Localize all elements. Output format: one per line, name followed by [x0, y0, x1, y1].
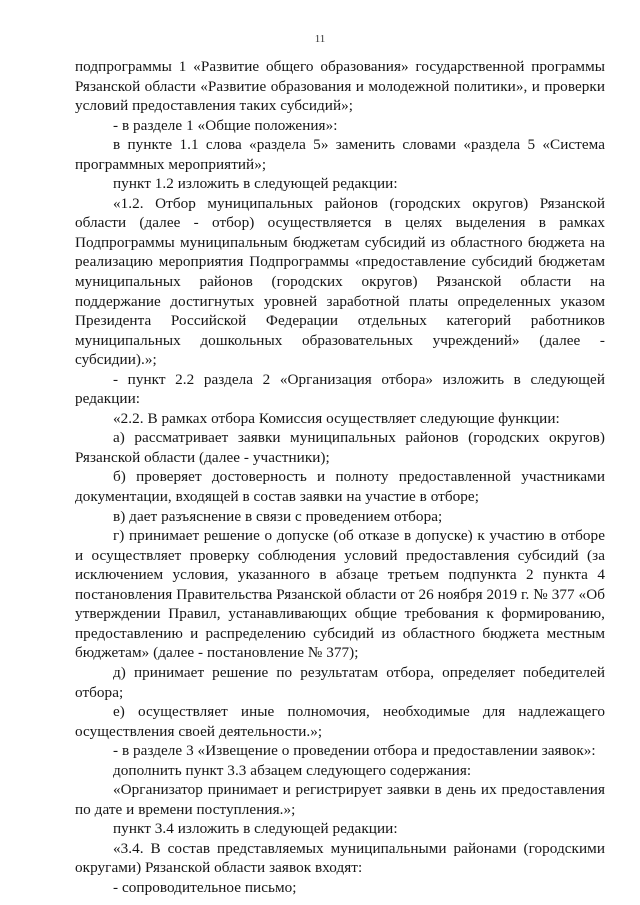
paragraph: - в разделе 1 «Общие положения»: — [113, 116, 338, 134]
paragraph: пункт 3.4 изложить в следующей редакции: — [113, 820, 398, 838]
paragraph: - сопроводительное письмо; — [113, 878, 297, 896]
paragraph: «3.4. В состав представляемых муниципальными районами (городскими округами) Рязанской области заявок входят: — [75, 839, 605, 877]
paragraph: пункт 1.2 изложить в следующей редакции: — [113, 175, 398, 193]
paragraph: «Организатор принимает и регистрирует заявки в день их предоставления по дате и времени поступления.»; — [75, 781, 605, 818]
paragraph: б) проверяет достоверность и полноту предоставленной участниками документации, входящей в состав заявки на участие в отборе; — [75, 468, 605, 506]
paragraph: е) осуществляет иные полномочия, необходимые для надлежащего осуществления своей деятельности.»; — [75, 703, 605, 740]
paragraph: «1.2. Отбор муниципальных районов (городских округов) Рязанской области (далее - отбор) осуществляется в целях выделения в рамках Подпрограммы муниципальным бюджетам субсидий из областного бюджета на реализацию мероприятия Подпрограммы «предоставление субсидий бюджетам муниципальных районов (городских округов) Рязанской области на поддержание достигнутых уровней заработной платы определенных указом Президента Российской Федерации отдельных категорий работников муниципальных дошкольных образовательных учреждений» (далее - субсидии).»; — [75, 194, 605, 369]
paragraph: г) принимает решение о допуске (об отказе в допуске) к участию в отборе и осуществляет проверку соблюдения условий предоставления субсидий (за исключением условия, указанного в абзаце третьем подпункта 2 пункта 4 постановления Правительства Рязанской области от 26 ноября 2019 г. № 377 «Об утверждении Правил, устанавливающих общие требования к формированию, предоставлению и распределению субсидий из областного бюджета местным бюджетам» (далее - постановление № 377); — [75, 527, 605, 662]
paragraph: - в разделе 3 «Извещение о проведении отбора и предоставлении заявок»: — [113, 742, 596, 760]
paragraph: в пункте 1.1 слова «раздела 5» заменить словами «раздела 5 «Система программных мероприятий»; — [75, 136, 605, 173]
page-number: 11 — [314, 33, 326, 45]
paragraph: подпрограммы 1 «Развитие общего образования» государственной программы Рязанской области «Развитие образования и молодежной политики», и проверки условий предоставления таких субсидий»; — [75, 58, 605, 115]
paragraph: а) рассматривает заявки муниципальных районов (городских округов) Рязанской области (далее - участники); — [75, 429, 605, 466]
paragraph: «2.2. В рамках отбора Комиссия осуществляет следующие функции: — [113, 409, 560, 427]
paragraph: дополнить пункт 3.3 абзацем следующего содержания: — [113, 761, 472, 779]
paragraph: д) принимает решение по результатам отбора, определяет победителей отбора; — [75, 663, 605, 701]
paragraph: в) дает разъяснение в связи с проведением отбора; — [113, 507, 443, 525]
document-body — [75, 57, 605, 898]
paragraph: - пункт 2.2 раздела 2 «Организация отбора» изложить в следующей редакции: — [75, 370, 605, 408]
